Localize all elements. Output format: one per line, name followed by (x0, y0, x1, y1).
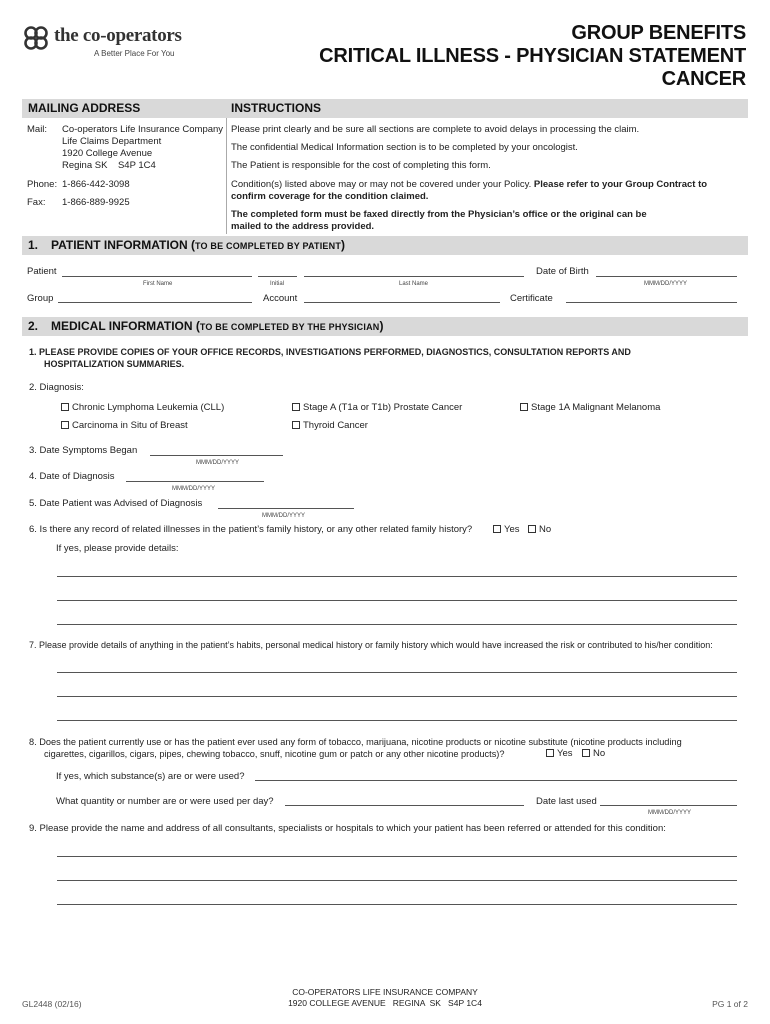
first-name-field[interactable] (62, 276, 252, 277)
diagnosis-date-format: MMM/DD/YYYY (172, 486, 216, 492)
checkbox-icon[interactable] (61, 421, 69, 429)
page-number: PG 1 of 2 (712, 999, 748, 1009)
instructions-heading: INSTRUCTIONS (231, 101, 321, 115)
q6-yes-option[interactable]: Yes (493, 524, 520, 536)
logo-name: the co-operators (54, 25, 182, 46)
section-1-number: 1. (28, 238, 39, 252)
question-2: 2. Diagnosis: (29, 382, 84, 393)
q7-line-3[interactable] (57, 720, 737, 721)
dob-format-caption: MMM/DD/YYYY (644, 281, 688, 287)
diagnosis-date-field[interactable] (126, 481, 264, 482)
section-2-title: MEDICAL INFORMATION (TO BE COMPLETED BY THE PHYSICIAN) (51, 319, 384, 333)
q8-quantity-field[interactable] (285, 805, 524, 806)
mailing-instructions-bar (22, 99, 748, 118)
question-3: 3. Date Symptoms Began (29, 445, 138, 456)
section-1-bar (22, 236, 748, 255)
diagnosis-melanoma[interactable]: Stage 1A Malignant Melanoma (520, 402, 660, 414)
initial-field[interactable] (258, 276, 297, 277)
question-1-line-1: 1. PLEASE PROVIDE COPIES OF YOUR OFFICE RECORDS, INVESTIGATIONS PERFORMED, DIAGNOSTICS, CONSULTATION REPORTS AND (29, 347, 631, 357)
q6-no-option[interactable]: No (528, 524, 551, 536)
footer-company: CO-OPERATORS LIFE INSURANCE COMPANY (292, 987, 478, 997)
advised-date-field[interactable] (218, 508, 354, 509)
instruction-5a: The completed form must be faxed directly from the Physician’s office or the original can be (231, 209, 647, 220)
fax-label: Fax: (27, 197, 46, 208)
q8-yes-option[interactable]: Yes (546, 748, 573, 760)
question-5: 5. Date Patient was Advised of Diagnosis (29, 498, 203, 509)
q6-details-line-2[interactable] (57, 600, 737, 601)
q7-line-2[interactable] (57, 696, 737, 697)
title-line-1: GROUP BENEFITS (571, 22, 746, 44)
dob-field[interactable] (596, 276, 737, 277)
question-4: 4. Date of Diagnosis (29, 471, 115, 482)
advised-date-format: MMM/DD/YYYY (262, 513, 306, 519)
instruction-4a: Condition(s) listed above may or may not be covered under your Policy. (231, 179, 532, 190)
q6-details-line-1[interactable] (57, 576, 737, 577)
mail-label: Mail: (27, 124, 48, 135)
phone-label: Phone: (27, 179, 58, 190)
q8-which-field[interactable] (255, 780, 737, 781)
title-line-3: CANCER (661, 68, 746, 90)
logo-tagline: A Better Place For You (94, 49, 175, 58)
form-title (319, 22, 746, 91)
q9-line-3[interactable] (57, 904, 737, 905)
q6-details-label: If yes, please provide details: (56, 543, 179, 554)
instruction-2: The confidential Medical Information section is to be completed by your oncologist. (231, 142, 578, 153)
q8-last-used-format: MMM/DD/YYYY (648, 810, 692, 816)
instruction-4c: confirm coverage for the condition claimed. (231, 191, 429, 202)
diagnosis-prostate[interactable]: Stage A (T1a or T1b) Prostate Cancer (292, 402, 462, 414)
q8-last-used-field[interactable] (600, 805, 737, 806)
group-label: Group (27, 293, 54, 304)
question-8-line-2: cigarettes, cigarillos, cigars, pipes, chewing tobacco, snuff, nicotine gum or patch or any other nicotine products)? (44, 749, 505, 759)
instruction-3: The Patient is responsible for the cost of completing this form. (231, 160, 491, 171)
last-name-caption: Last Name (399, 281, 429, 287)
section-1-title: PATIENT INFORMATION (TO BE COMPLETED BY PATIENT) (51, 238, 346, 252)
symptoms-date-format: MMM/DD/YYYY (196, 460, 240, 466)
group-field[interactable] (58, 302, 252, 303)
patient-label: Patient (27, 266, 57, 277)
section-2-bar (22, 317, 748, 336)
question-8-line-1: 8. Does the patient currently use or has the patient ever used any form of tobacco, marijuana, nicotine products or nicotine substitute (nicotine products including (29, 737, 682, 747)
q8-last-used-label: Date last used (536, 796, 597, 807)
instruction-4b: Please refer to your Group Contract to (533, 179, 708, 190)
question-6: 6. Is there any record of related illnesses in the patient’s family history, or any other related family history? (29, 524, 473, 535)
question-1-line-2: HOSPITALIZATION SUMMARIES. (44, 359, 185, 369)
instruction-4 (231, 179, 707, 191)
first-name-caption: First Name (143, 281, 173, 287)
checkbox-icon[interactable] (292, 421, 300, 429)
certificate-label: Certificate (510, 293, 553, 304)
q9-line-2[interactable] (57, 880, 737, 881)
q8-which-label: If yes, which substance(s) are or were used? (56, 771, 245, 782)
checkbox-icon[interactable] (61, 403, 69, 411)
title-line-2: CRITICAL ILLNESS - PHYSICIAN STATEMENT (319, 45, 746, 67)
address-line-4: Regina SK S4P 1C4 (62, 160, 156, 171)
account-label: Account (263, 293, 298, 304)
mailing-heading: MAILING ADDRESS (28, 101, 141, 115)
instruction-5b: mailed to the address provided. (231, 221, 375, 232)
last-name-field[interactable] (304, 276, 524, 277)
phone-number: 1-866-442-3098 (62, 179, 130, 190)
checkbox-icon[interactable] (528, 525, 536, 533)
q6-details-line-3[interactable] (57, 624, 737, 625)
co-operators-logo-icon (22, 24, 50, 52)
address-line-1: Co-operators Life Insurance Company (62, 124, 224, 135)
checkbox-icon[interactable] (493, 525, 501, 533)
checkbox-icon[interactable] (582, 749, 590, 757)
form-code: GL2448 (02/16) (22, 999, 82, 1009)
fax-number: 1-866-889-9925 (62, 197, 130, 208)
question-7: 7. Please provide details of anything in the patient’s habits, personal medical history or family history which would have increased the risk or contributed to his/her condition: (29, 640, 713, 650)
column-divider (226, 118, 227, 234)
section-2-number: 2. (28, 319, 39, 333)
diagnosis-cll[interactable]: Chronic Lymphoma Leukemia (CLL) (61, 402, 224, 414)
diagnosis-thyroid[interactable]: Thyroid Cancer (292, 420, 368, 432)
address-line-3: 1920 College Avenue (62, 148, 153, 159)
footer-address: 1920 COLLEGE AVENUE REGINA SK S4P 1C4 (288, 998, 482, 1008)
question-9: 9. Please provide the name and address of all consultants, specialists or hospitals to which your patient has been referred or attended for this condition: (29, 823, 666, 834)
account-field[interactable] (304, 302, 500, 303)
q8-quantity-label: What quantity or number are or were used per day? (56, 796, 274, 807)
initial-caption: Initial (270, 281, 285, 287)
q9-line-1[interactable] (57, 856, 737, 857)
instruction-1: Please print clearly and be sure all sections are complete to avoid delays in processing the claim. (231, 124, 640, 135)
q7-line-1[interactable] (57, 672, 737, 673)
checkbox-icon[interactable] (546, 749, 554, 757)
diagnosis-breast[interactable]: Carcinoma in Situ of Breast (61, 420, 188, 432)
dob-label: Date of Birth (536, 266, 589, 277)
q8-no-option[interactable]: No (582, 748, 605, 760)
certificate-field[interactable] (566, 302, 737, 303)
address-line-2: Life Claims Department (62, 136, 162, 147)
checkbox-icon[interactable] (520, 403, 528, 411)
checkbox-icon[interactable] (292, 403, 300, 411)
symptoms-date-field[interactable] (150, 455, 283, 456)
